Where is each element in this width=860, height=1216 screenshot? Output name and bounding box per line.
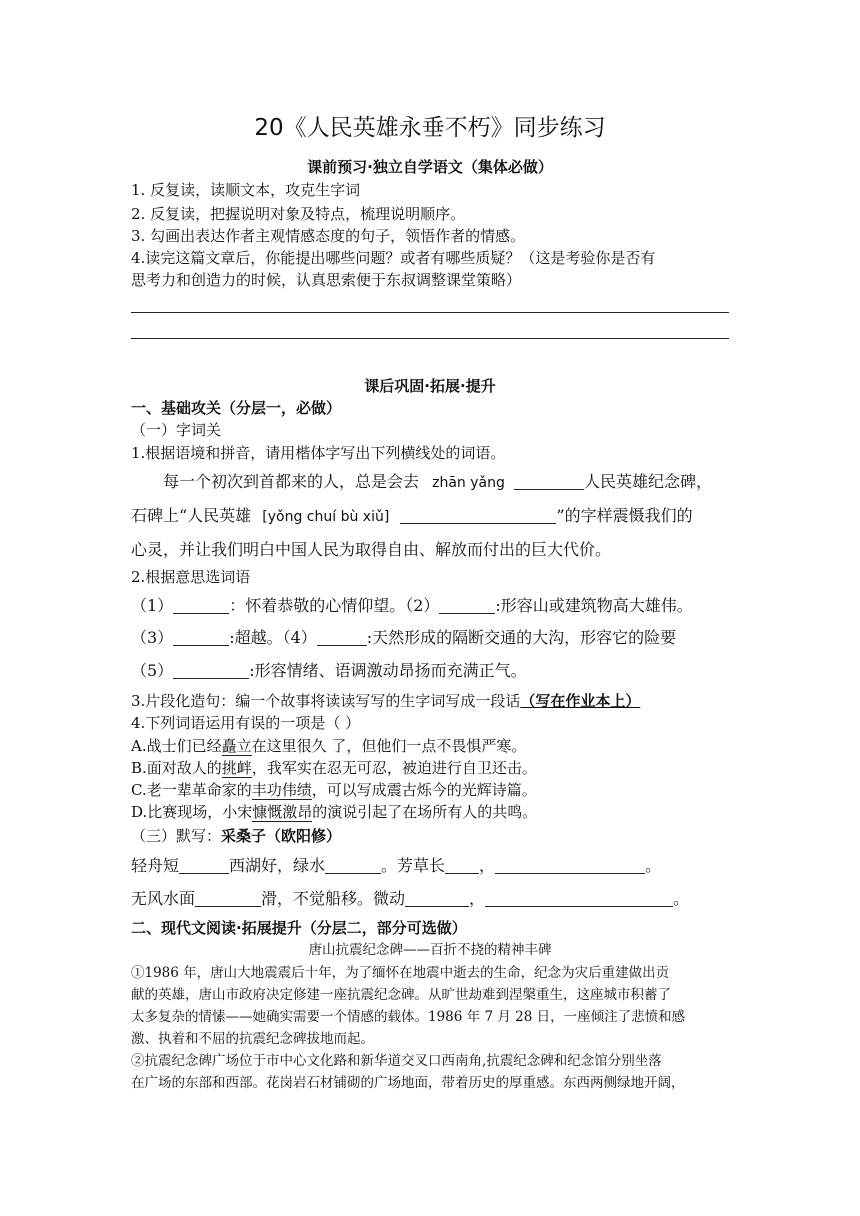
q4-b-text-1: B.面对敌人的	[131, 759, 222, 777]
sub3-heading	[131, 826, 341, 846]
q1-blank-2[interactable]	[400, 507, 556, 524]
q1-text-a: 每一个初次到首都来的人，总是会去	[163, 472, 420, 491]
q4-option-b[interactable]	[131, 758, 537, 778]
reading-p2-line-1: ②抗震纪念碑广场位于市中心文化路和新华道交叉口西南角,抗震纪念碑和纪念馆分别坐落	[131, 1053, 662, 1069]
poem-1-text-4: ，	[479, 856, 496, 875]
q4-a-text-2: 在这里很久 了，但他们一点不畏惧严寒。	[251, 737, 527, 755]
poem-2-text-4: 。	[673, 889, 690, 908]
preview-item-2: 2. 反复读，把握说明对象及特点，梳理说明顺序。	[131, 205, 466, 223]
part2-heading: 二、现代文阅读·拓展提升（分层二，部分可选做）	[131, 919, 467, 937]
q2-def-5: :形容情绪、语调激动昂扬而充满正气。	[249, 661, 527, 680]
q3-note: （写在作业本上）	[520, 692, 641, 710]
poem-2-text-3: ，	[469, 889, 486, 908]
poem-blank-6[interactable]	[405, 890, 469, 907]
reading-p1-line-1: ①1986 年，唐山大地震震后十年，为了缅怀在地震中逝去的生命，纪念为灾后重建做出贡	[131, 965, 670, 981]
question-2: 2.根据意思选词语	[131, 568, 251, 586]
q4-a-word: 矗立	[221, 737, 252, 755]
poem-1-text-1: 轻舟短	[131, 856, 180, 875]
q1-line-1	[163, 472, 712, 493]
q4-c-text-2: ，可以写成震古烁今的光辉诗篇。	[311, 781, 537, 799]
poem-1-text-2: 西湖好，绿水	[229, 856, 326, 875]
sub1-heading: （一）字词关	[131, 421, 222, 439]
q1-text-c: 石碑上“人民英雄	[131, 506, 252, 525]
reading-subtitle: 唐山抗震纪念碑——百折不挠的精神丰碑	[308, 942, 552, 958]
poem-blank-3[interactable]	[445, 857, 479, 874]
poem-1-text-5: 。	[645, 856, 662, 875]
preview-item-4-cont: 思考力和创造力的时候，认真思索便于东叔调整课堂策略）	[131, 271, 522, 289]
reading-p1-line-2: 献的英雄，唐山市政府决定修建一座抗震纪念碑。从旷世劫难到涅槃重生，这座城市积蓄了	[131, 987, 671, 1003]
q1-pinyin-2: [yǒng chuí bù xiǔ]	[262, 509, 390, 525]
q4-a-text-1: A.战士们已经	[131, 737, 222, 755]
q4-d-word: 慷慨激昂	[252, 803, 313, 821]
q4-option-a[interactable]	[131, 736, 526, 756]
q1-line-3: 心灵，并让我们明白中国人民为取得自由、解放而付出的巨大代价。	[131, 540, 612, 559]
q4-option-d[interactable]	[131, 802, 537, 822]
q2-def-2: :形容山或建筑物高大雄伟。	[495, 596, 693, 615]
poem-line-1	[131, 856, 661, 876]
q2-row-2	[131, 628, 676, 648]
q4-d-text-2: 的演说引起了在场所有人的共鸣。	[312, 803, 538, 821]
q2-def-3: :超越。（4）	[229, 628, 317, 647]
poem-line-2	[131, 889, 689, 909]
poem-blank-4[interactable]	[495, 857, 645, 874]
question-1: 1.根据语境和拼音，请用楷体字写出下列横线处的词语。	[131, 444, 506, 462]
question-3	[131, 691, 640, 711]
answer-line-1[interactable]	[131, 312, 729, 313]
q1-text-d: ”的字样震慑我们的	[556, 506, 693, 525]
q4-c-word: 丰功伟绩	[251, 781, 312, 799]
q4-option-c[interactable]	[131, 780, 537, 800]
q2-blank-2[interactable]	[439, 597, 495, 614]
q2-row-3	[131, 661, 527, 681]
q1-line-2	[131, 506, 693, 527]
q4-b-text-2: ，我军实在忍无可忍，被迫进行自卫还击。	[251, 759, 537, 777]
q2-blank-1[interactable]	[173, 597, 229, 614]
poem-blank-1[interactable]	[179, 857, 229, 874]
poem-blank-7[interactable]	[485, 890, 673, 907]
poem-blank-2[interactable]	[325, 857, 381, 874]
q2-def-1: ：怀着恭敬的心情仰望。（2）	[229, 596, 440, 615]
q2-row-1	[131, 596, 693, 616]
q4-d-text-1: D.比赛现场，小宋	[131, 803, 253, 821]
poem-blank-5[interactable]	[195, 890, 261, 907]
sub3-label: （三）默写：	[131, 827, 222, 845]
preview-item-3: 3. 勾画出表达作者主观情感态度的句子，领悟作者的情感。	[131, 227, 526, 245]
q3-text: 3.片段化造句：编一个故事将读读写写的生字词写成一段话	[131, 692, 521, 710]
q2-label-1: （1）	[131, 596, 174, 615]
reading-p1-line-4: 激、执着和不屈的抗震纪念碑拔地而起。	[131, 1031, 374, 1047]
q2-blank-5[interactable]	[173, 662, 249, 679]
q2-label-3: （3）	[131, 628, 174, 647]
q2-blank-4[interactable]	[317, 629, 367, 646]
preview-heading: 课前预习·独立自学语文（集体必做）	[307, 158, 553, 176]
q1-text-b: 人民英雄纪念碑，	[583, 472, 712, 491]
page-title: 20《人民英雄永垂不朽》同步练习	[254, 115, 606, 141]
poem-2-text-2: 滑，不觉船移。微动	[261, 889, 406, 908]
poem-title: 采桑子（欧阳修）	[221, 827, 342, 845]
q4-b-word: 挑衅	[221, 759, 252, 777]
question-4: 4.下列词语运用有误的一项是（ ）	[131, 714, 361, 732]
preview-item-4: 4.读完这篇文章后，你能提出哪些问题？或者有哪些质疑？（这是考验你是否有	[131, 249, 656, 267]
q2-blank-3[interactable]	[173, 629, 229, 646]
q1-blank-1[interactable]	[514, 473, 584, 490]
q1-pinyin-1: zhān yǎng	[432, 475, 505, 491]
part1-heading: 一、基础攻关（分层一，必做）	[131, 399, 342, 417]
answer-line-2[interactable]	[131, 338, 729, 339]
poem-2-text-1: 无风水面	[131, 889, 196, 908]
poem-1-text-3: 。芳草长	[381, 856, 446, 875]
after-class-heading: 课后巩固·拓展·提升	[364, 377, 496, 395]
q2-label-5: （5）	[131, 661, 174, 680]
reading-p2-line-2: 在广场的东部和西部。花岗岩石材铺砌的广场地面，带着历史的厚重感。东西两侧绿地开阔，	[131, 1075, 685, 1091]
reading-p1-line-3: 太多复杂的情愫——她确实需要一个情感的载体。1986 年 7 月 28 日，一座倾注了悲愤和感	[131, 1009, 686, 1025]
q2-def-4: :天然形成的隔断交通的大沟，形容它的险要	[366, 628, 677, 647]
preview-item-1: 1. 反复读，读顺文本，攻克生字词	[131, 181, 361, 199]
q4-c-text-1: C.老一辈革命家的	[131, 781, 252, 799]
